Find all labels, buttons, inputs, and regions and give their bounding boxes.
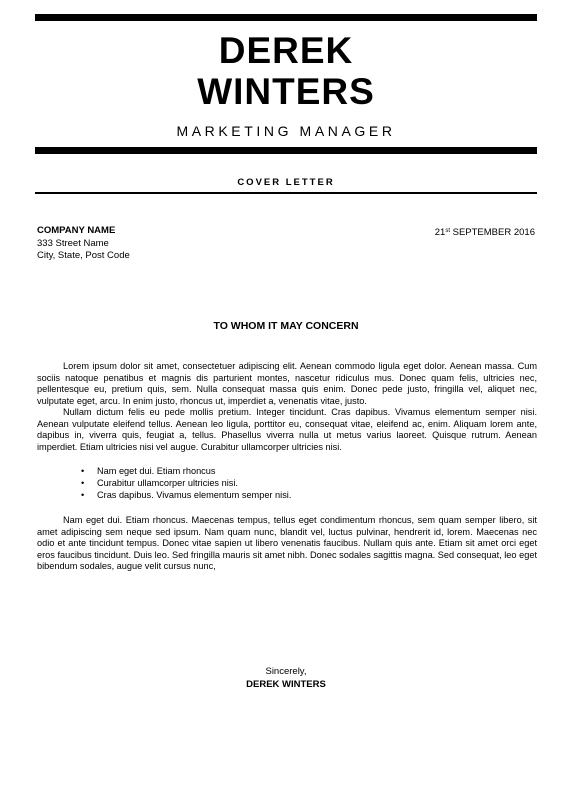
date-suffix: st [445,228,450,234]
section-divider [35,192,537,194]
top-rule [35,14,537,21]
city-line: City, State, Post Code [37,250,130,261]
header-bottom-rule [35,147,537,154]
recipient-address [37,225,130,263]
bullet-icon: • [81,490,85,500]
list-item [81,477,537,489]
company-name: COMPANY NAME [37,225,116,236]
bullet-icon: • [81,478,85,488]
bullet-text: Cras dapibus. Vivamus elementum semper nisi. [97,490,292,500]
applicant-name [35,30,537,112]
salutation: TO WHOM IT MAY CONCERN [213,320,359,332]
closing-block [35,666,537,691]
document-type-label: COVER LETTER [237,177,335,188]
list-item [81,489,537,501]
date-month-year: SEPTEMBER 2016 [449,227,535,238]
letter-date [435,225,535,240]
letter-body [37,361,537,573]
bullet-icon: • [81,466,85,476]
last-name: WINTERS [197,71,375,112]
paragraph-3: Nam eget dui. Etiam rhoncus. Maecenas tempus, tellus eget condimentum rhoncus, sem quam semper libero, sit amet adipiscing sem neque sed ipsum. Nam quam nunc, blandit vel, luctus pulvinar, hendrerit id, lorem. Maecenas nec odio et ante tincidunt tempus. Donec vitae sapien ut libero venenatis faucibus. Nullam quis ante. Etiam sit amet orci eget eros faucibus tincidunt. Duis leo. Sed fringilla mauris sit amet nibh. Donec sodales sagittis magna. Sed consequat, leo eget bibendum sodales, augue velit cursus nunc, [37,515,537,571]
signer-name: DEREK WINTERS [246,678,326,690]
job-title: MARKETING MANAGER [176,123,396,139]
valediction: Sincerely, [265,666,307,677]
bullet-text: Nam eget dui. Etiam rhoncus [97,466,216,476]
list-item [81,465,537,477]
date-day: 21 [434,227,446,238]
bullet-text: Curabitur ullamcorper ultricies nisi. [97,478,238,488]
paragraph-1: Lorem ipsum dolor sit amet, consectetuer adipiscing elit. Aenean commodo ligula eget dolor. Aenean massa. Cum sociis natoque penatibus et magnis dis parturient montes, nascetur ridiculus mus. Donec quam felis, ultricies nec, pellentesque eu, pretium quis, sem. Nulla consequat massa quis enim. Donec pede justo, fringilla vel, aliquet nec, vulputate eget, arcu. In enim justo, rhoncus ut, imperdiet a, venenatis vitae, justo. [37,361,537,406]
first-name: DEREK [218,30,354,71]
bullet-list [37,465,537,501]
paragraph-2: Nullam dictum felis eu pede mollis pretium. Integer tincidunt. Cras dapibus. Vivamus elementum semper nisi. Aenean vulputate eleifend tellus. Aenean leo ligula, porttitor eu, consequat vitae, eleifend ac, enim. Aliquam lorem ante, dapibus in, viverra quis, feugiat a, tellus. Phasellus viverra nulla ut metus varius laoreet. Quisque rutrum. Aenean imperdiet. Etiam ultricies nisi vel augue. Curabitur ullamcorper ultricies nisi. [37,407,537,452]
street-address: 333 Street Name [37,237,109,249]
